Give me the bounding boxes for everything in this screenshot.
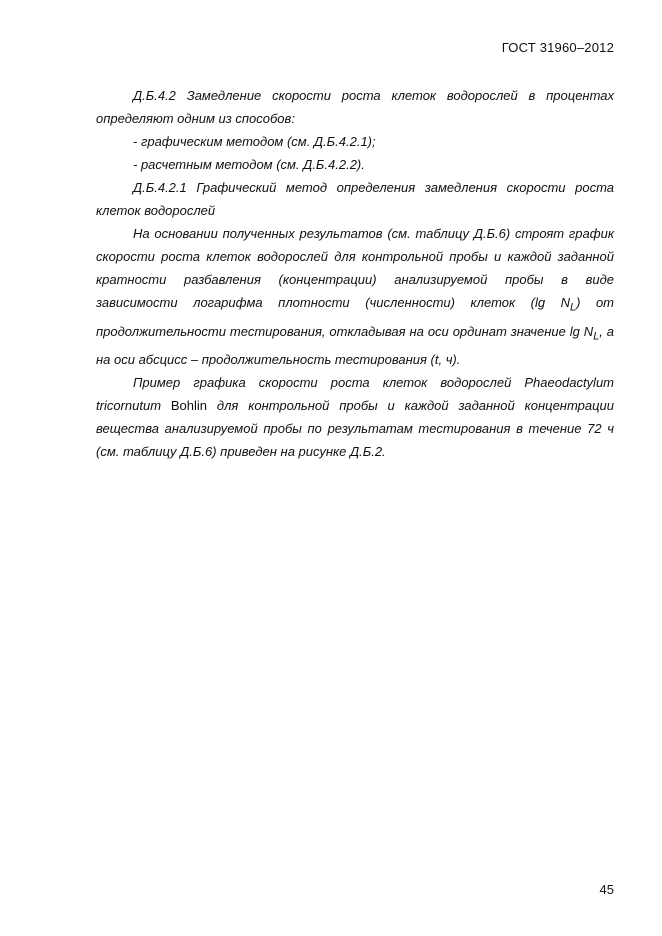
graph-example-text-1: Пример графика скорости роста клеток водорослей Phaeodactylum tricornutum xyxy=(96,375,614,414)
document-body xyxy=(96,84,614,463)
list-item-calculation-method: - расчетным методом (см. Д.Б.4.2.2). xyxy=(133,157,365,172)
paragraph-graph-construction xyxy=(96,222,614,371)
subscript-l-2: L xyxy=(593,330,600,343)
page-number: 45 xyxy=(599,882,614,897)
paragraph-clause-d-b-4-2: Д.Б.4.2 Замедление скорости роста клеток водорослей в процентах определяют одним из способов: xyxy=(96,88,614,126)
paragraph-clause-d-b-4-2-1: Д.Б.4.2.1 Графический метод определения замедления скорости роста клеток водорослей xyxy=(96,180,614,218)
subscript-l-1: L xyxy=(570,301,577,314)
species-author: Bohlin xyxy=(161,398,208,414)
graph-construction-text-3: , а на оси абсцисс – продолжительность тестирования (t, ч). xyxy=(96,323,614,368)
list-item-graphical-method: - графическим методом (см. Д.Б.4.2.1); xyxy=(133,134,376,149)
graph-construction-text-1: На основании полученных результатов (см. таблицу Д.Б.6) строят график скорости роста клеток водорослей для контрольной пробы и каждой заданной кратности разбавления (концентрации) анализируемой пробы в виде зависимости логарифма плотности (численности) клеток (lg N xyxy=(96,226,614,310)
document-standard-number: ГОСТ 31960–2012 xyxy=(501,40,614,55)
graph-example-text-2: для контрольной пробы и каждой заданной концентрации вещества анализируемой пробы по результатам тестирования в течение 72 ч (см. таблицу Д.Б.6) приведен на рисунке Д.Б.2. xyxy=(96,398,614,460)
graph-construction-text-2: ) от продолжительности тестирования, откладывая на оси ординат значение lg N xyxy=(96,295,615,339)
paragraph-graph-example xyxy=(96,371,614,463)
